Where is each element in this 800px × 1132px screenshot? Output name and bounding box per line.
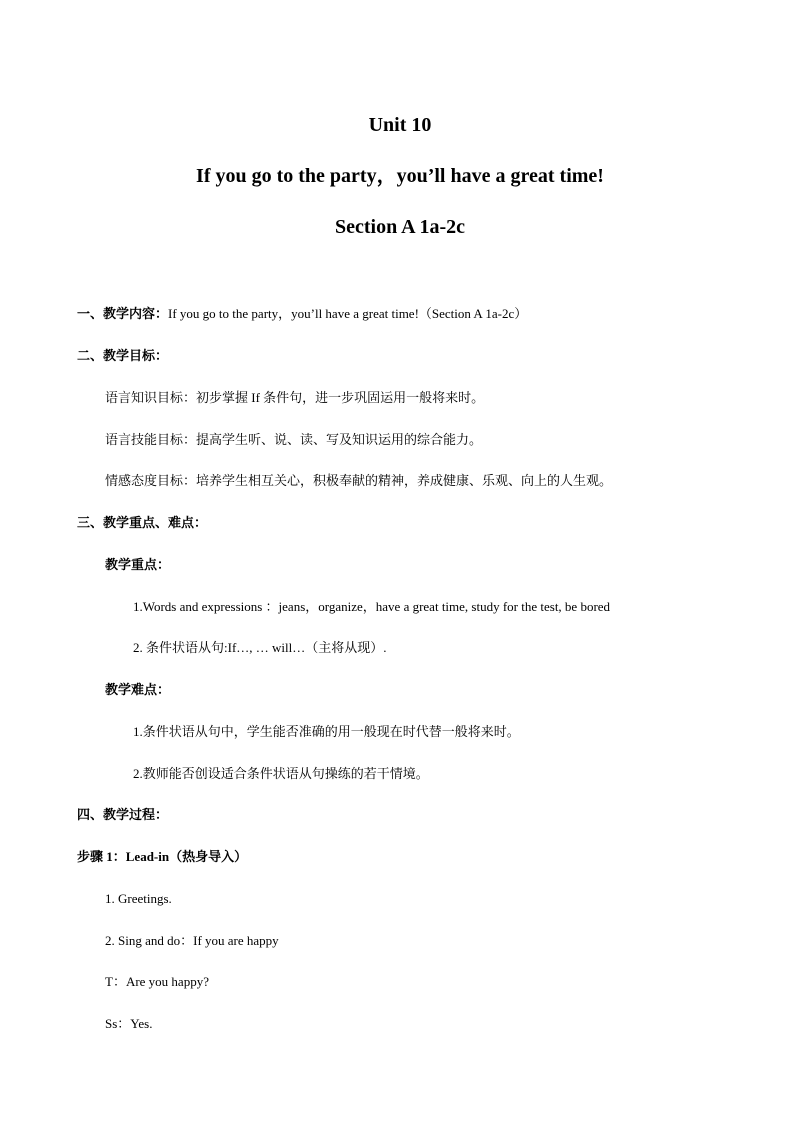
teaching-process-heading: 四、教学过程： (77, 807, 169, 822)
goal-language-skills: 语言技能目标：提高学生听、说、读、写及知识运用的综合能力。 (105, 432, 483, 447)
goal-language-knowledge: 语言知识目标：初步掌握 If 条件句，进一步巩固运用一般将来时。 (105, 390, 485, 405)
difficult-point-2: 2.教师能否创设适合条件状语从句操练的若干情境。 (133, 766, 429, 781)
step1-item-greetings: 1. Greetings. (105, 891, 172, 906)
key-point-1: 1.Words and expressions ：jeans，organize，have a great time, study for the test, be bored (133, 599, 611, 614)
section-title: Section A 1a-2c (335, 216, 465, 238)
step1-heading: 步骤 1：Lead-in（热身导入） (77, 849, 248, 864)
key-difficult-heading: 三、教学重点、难点： (77, 515, 208, 530)
key-point-2: 2. 条件状语从句:If…, … will…（主将从现）. (133, 640, 387, 655)
step1-item-sing: 2. Sing and do：If you are happy (105, 933, 279, 948)
teaching-content-label: 一、教学内容： (77, 306, 169, 321)
dialogue-students-line: Ss：Yes. (105, 1016, 153, 1031)
difficult-points-heading: 教学难点： (105, 682, 171, 697)
teaching-content-text: If you go to the party，you’ll have a great time!（Section A 1a-2c） (168, 306, 528, 321)
teaching-goals-heading: 二、教学目标： (77, 348, 169, 363)
goal-attitude: 情感态度目标：培养学生相互关心，积极奉献的精神，养成健康、乐观、向上的人生观。 (105, 473, 613, 488)
unit-title: Unit 10 (368, 114, 432, 136)
difficult-point-1: 1.条件状语从句中，学生能否准确的用一般现在时代替一般将来时。 (133, 724, 520, 739)
teaching-content-line (77, 305, 527, 323)
lesson-title: If you go to the party，you’ll have a great time! (196, 165, 604, 187)
dialogue-teacher-line: T：Are you happy? (105, 974, 209, 989)
key-points-heading: 教学重点： (105, 557, 171, 572)
